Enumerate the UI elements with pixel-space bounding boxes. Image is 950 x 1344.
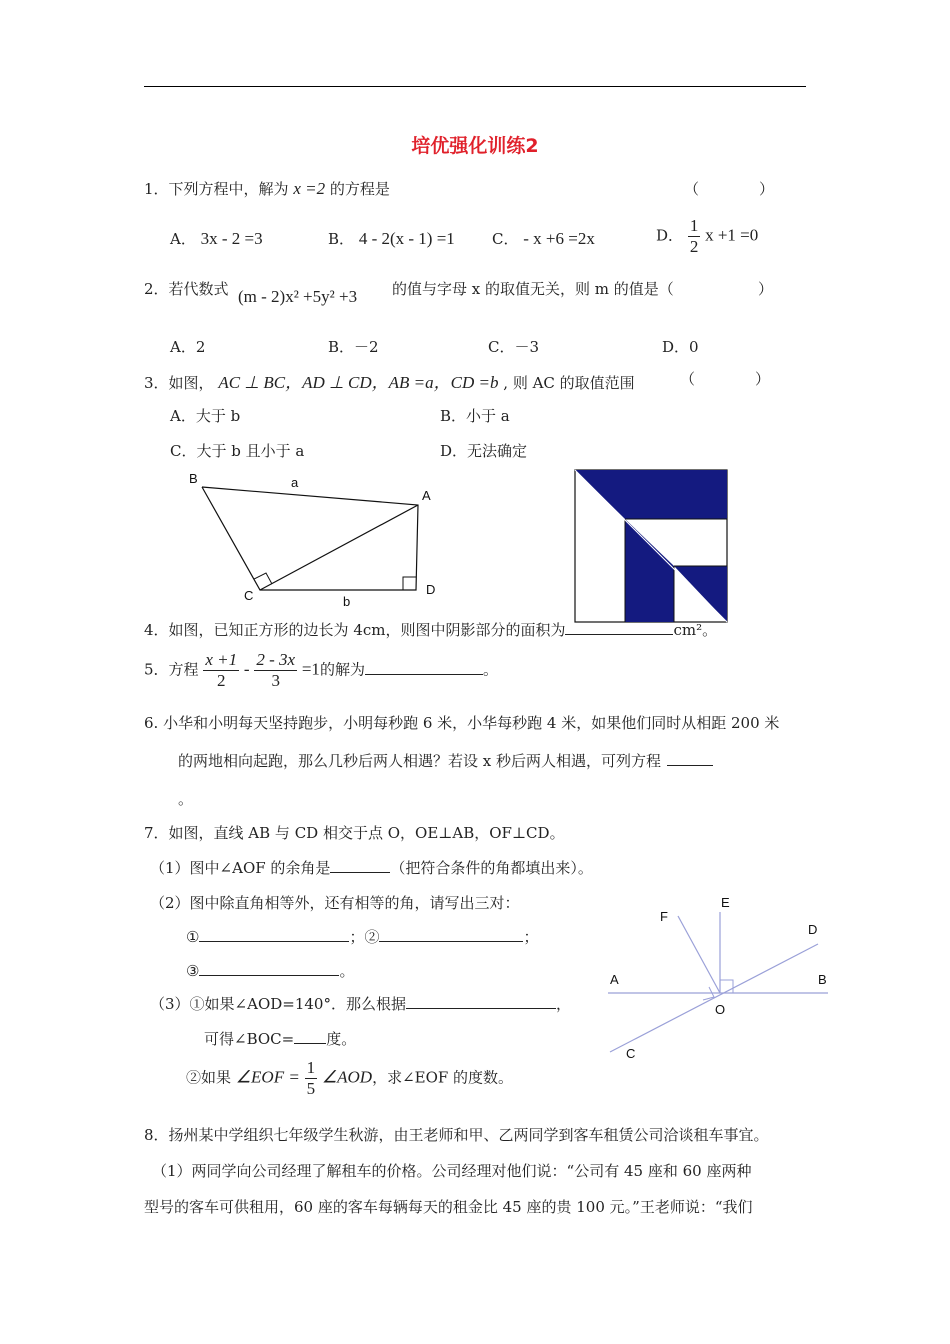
q5-fraction-1 — [203, 650, 239, 691]
q3-right-angle-d — [403, 577, 416, 590]
q3-option-d: D．无法确定 — [440, 442, 528, 460]
q7-part4-math2: ∠AOD — [321, 1067, 373, 1087]
q5-stem: 5．方程 — [144, 660, 199, 679]
q2-tail: 的值与字母 x 的取值无关，则 m 的值是（ — [392, 280, 674, 298]
q8-line-3: 型号的客车可供租用，60 座的客车每辆每天的租金比 45 座的贵 100 元。”王老师说：“我们 — [144, 1198, 753, 1216]
q3-option-b: B．小于 a — [440, 407, 510, 425]
q7-label-e: E — [721, 895, 730, 910]
q1-option-b-label: B． — [328, 230, 355, 248]
q4-answer-blank[interactable] — [565, 620, 673, 635]
q1-option-d-math: x +1 =0 — [705, 225, 759, 245]
q7-c3: ③ — [186, 962, 200, 980]
q2-option-d: D．0 — [662, 338, 699, 356]
q7-part3b-end: 度。 — [326, 1030, 357, 1048]
q7-pair2-blank[interactable] — [379, 927, 523, 942]
q7-part1-blank[interactable] — [330, 858, 390, 873]
q4-line — [144, 619, 717, 640]
q5-fraction-2 — [254, 650, 297, 691]
q2-option-a: A．2 — [170, 338, 206, 356]
q7-part3b-text: 可得∠BOC= — [204, 1030, 295, 1048]
q5-line — [144, 650, 498, 691]
q1-option-d-label: D． — [656, 226, 684, 245]
q1-option-a-math: 3x - 2 =3 — [200, 229, 263, 248]
q7-figure — [600, 890, 840, 1070]
q1-option-c — [492, 228, 595, 249]
q7-part3-text: （3）①如果∠AOD=140°．那么根据 — [150, 995, 406, 1013]
q7-part4-tail: ，求∠EOF 的度数。 — [372, 1068, 514, 1087]
q1-option-d — [656, 216, 758, 257]
q1-option-c-label: C． — [492, 230, 519, 248]
q5-tail: 的解为 — [319, 660, 365, 679]
q3-figure — [180, 466, 450, 612]
q5-f2-num: 2 - 3x — [256, 650, 296, 669]
q7-part4-num: 1 — [306, 1058, 316, 1077]
page-title: 培优强化训练2 — [411, 135, 539, 157]
q7-label-b: B — [818, 972, 827, 987]
q6-line-3: 。 — [178, 790, 194, 808]
q7-part3-end: ， — [555, 995, 571, 1013]
q4-text: 4．如图，已知正方形的边长为 4cm，则图中阴影部分的面积为 — [144, 621, 566, 639]
q3-label-d: D — [426, 582, 436, 597]
q7-ray-of — [678, 916, 720, 993]
q5-answer-blank[interactable] — [365, 660, 483, 675]
q5-minus: - — [243, 659, 250, 679]
q7-c2-end: ； — [523, 928, 539, 946]
q1-option-a — [170, 228, 263, 249]
q6-line-1: 6. 小华和小明每天坚持跑步，小明每秒跑 6 米，小华每秒跑 4 米，如果他们同时从相距 200 米 — [144, 714, 780, 732]
q7-part4-den: 5 — [306, 1079, 316, 1098]
q2-stem-text: 2．若代数式 — [144, 280, 229, 298]
q7-part2-blanks-row1 — [186, 926, 538, 947]
q3-label-a-side: a — [291, 475, 299, 490]
q7-c2: ；② — [349, 928, 380, 946]
q7-part1-tail: （把符合条件的角都填出来）。 — [390, 859, 593, 877]
q3-right-angle-c — [254, 573, 272, 584]
q2-option-c: C．－3 — [488, 338, 540, 356]
q4-unit: cm²。 — [673, 621, 718, 639]
q3-option-a: A．大于 b — [170, 407, 241, 425]
q7-part3b-blank[interactable] — [294, 1029, 326, 1044]
q7-c3-end: 。 — [339, 962, 355, 980]
q7-c1: ① — [186, 928, 200, 946]
q5-f1-den: 2 — [216, 671, 226, 690]
q7-part3b — [204, 1028, 356, 1049]
q3-label-c: C — [244, 588, 254, 603]
q3-math: AC ⊥ BC，AD ⊥ CD，AB =a，CD =b — [218, 373, 499, 392]
q7-part4-pre: ②如果 — [186, 1068, 232, 1087]
q7-part3 — [150, 993, 571, 1014]
q1-option-b-math: 4 - 2(x - 1) =1 — [358, 229, 455, 248]
q8-line-1: 8．扬州某中学组织七年级学生秋游，由王老师和甲、乙两同学到客车租赁公司洽谈租车事宜。 — [144, 1126, 769, 1144]
q1-option-c-math: - x +6 =2x — [523, 229, 595, 248]
q6-answer-blank[interactable] — [667, 751, 713, 766]
q7-pair1-blank[interactable] — [199, 927, 349, 942]
header-rule — [144, 86, 806, 87]
q3-quadrilateral — [202, 487, 418, 590]
q7-part2-blanks-row2 — [186, 960, 354, 981]
q3-stem-text: 3．如图， — [144, 374, 214, 392]
q3-tail: , 则 AC 的取值范围 — [503, 374, 635, 392]
q2-math — [238, 287, 357, 307]
q4-figure — [574, 469, 730, 623]
q1-option-a-label: A． — [170, 230, 196, 248]
q7-part2: （2）图中除直角相等外，还有相等的角，请写出三对： — [150, 894, 520, 912]
q3-label-b: B — [189, 471, 198, 486]
q7-pair3-blank[interactable] — [199, 961, 339, 976]
q2-math-text: (m - 2)x² +5y² +3 — [238, 287, 358, 306]
q1-option-b — [328, 228, 455, 249]
q2-option-b: B．－2 — [328, 338, 379, 356]
q5-eq: =1 — [301, 659, 320, 679]
q2-bracket-end: ） — [758, 280, 774, 298]
q7-part4 — [186, 1058, 513, 1099]
q3-diagonal-ac — [260, 505, 418, 590]
q2-stem — [144, 278, 229, 299]
q5-end: 。 — [482, 660, 498, 679]
q7-label-a: A — [610, 972, 619, 987]
q3-stem — [144, 368, 635, 393]
q6-line-2 — [178, 750, 713, 771]
q3-bracket: （ ） — [680, 370, 771, 388]
q3-option-c: C．大于 b 且小于 a — [170, 442, 305, 460]
q1-math: x =2 — [293, 179, 326, 198]
q7-part1 — [150, 857, 593, 878]
q1-stem — [144, 178, 390, 199]
q3-label-a: A — [422, 488, 431, 503]
q5-f1-num: x +1 — [205, 650, 238, 669]
q1-option-d-fraction — [688, 216, 701, 257]
q7-label-d: D — [808, 922, 818, 937]
q7-line-cd — [610, 944, 818, 1052]
q1-tail: 的方程是 — [329, 180, 390, 198]
q1-d-num: 1 — [689, 216, 699, 235]
q7-label-c: C — [626, 1046, 636, 1061]
q7-part3-reason-blank[interactable] — [406, 994, 556, 1009]
q1-bracket: （ ） — [684, 180, 775, 198]
q7-part4-fraction — [305, 1058, 318, 1099]
q7-label-f: F — [660, 909, 668, 924]
q1-stem-text: 1．下列方程中，解为 — [144, 180, 289, 198]
q5-f2-den: 3 — [271, 671, 280, 690]
q3-label-b-side: b — [343, 594, 351, 609]
q7-part4-math: ∠EOF = — [235, 1067, 300, 1087]
q7-label-o: O — [715, 1002, 726, 1017]
q1-d-den: 2 — [689, 237, 699, 256]
q8-line-2: （1）两同学向公司经理了解租车的价格。公司经理对他们说：“公司有 45 座和 60 座两种 — [152, 1162, 752, 1180]
q7-part1-text: （1）图中∠AOF 的余角是 — [150, 859, 331, 877]
q7-stem: 7．如图，直线 AB 与 CD 相交于点 O，OE⊥AB，OF⊥CD。 — [144, 824, 565, 842]
q6-line-2-text: 的两地相向起跑，那么几秒后两人相遇？若设 x 秒后两人相遇，可列方程 — [178, 752, 661, 770]
